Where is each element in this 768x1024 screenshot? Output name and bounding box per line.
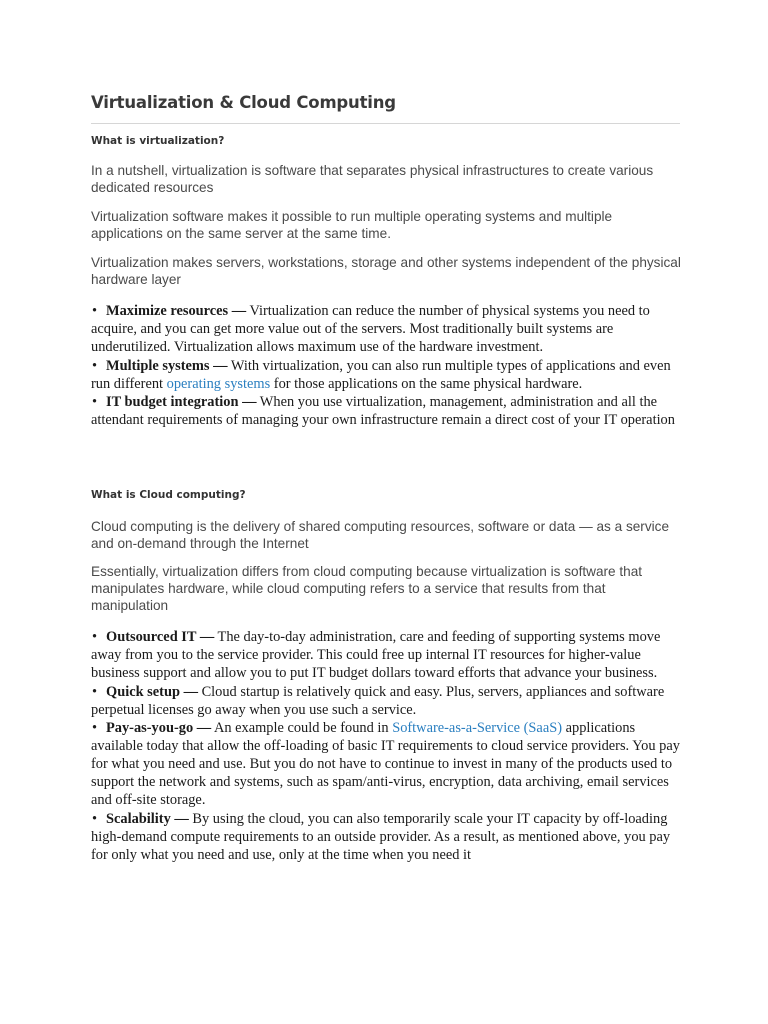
bullet-term: Scalability — xyxy=(106,810,189,827)
list-item xyxy=(91,357,681,393)
list-item xyxy=(91,683,681,719)
bullet-text: An example could be found in xyxy=(211,720,393,736)
bullet-term: IT budget integration — xyxy=(106,394,257,410)
bullet-icon: • xyxy=(92,810,98,827)
bullet-term: Outsourced IT — xyxy=(106,629,215,645)
bullet-text: With virtualization, you can also run multiple types of applications and even run different xyxy=(91,357,671,392)
bullet-icon: • xyxy=(92,720,98,736)
bullet-text: applications available today that allow the off-loading of basic IT requirements to cloud service providers. You pay for what you need and use. But you do not have to continue to invest in many of the products used to support the network and systems, such as spam/anti-virus, encryption, data archiving, email services and off-site storage. xyxy=(91,720,680,808)
bullet-text: Cloud startup is relatively quick and easy. Plus, servers, appliances and software perpetual licenses go away when you use such a service. xyxy=(91,683,665,718)
bullet-icon: • xyxy=(92,394,98,410)
title-divider xyxy=(91,123,680,124)
bullet-text: When you use virtualization, management, administration and all the attendant requirements of managing your own infrastructure remain a direct cost of your IT operation xyxy=(91,394,675,428)
bullet-term: Quick setup — xyxy=(106,683,198,700)
bullet-icon: • xyxy=(92,357,98,374)
virtualization-paragraph-2: Virtualization software makes it possible to run multiple operating systems and multiple applications on the same server at the same time. xyxy=(91,209,613,241)
virtualization-paragraph-1: In a nutshell, virtualization is software that separates physical infrastructures to create various dedicated resources xyxy=(91,163,654,195)
section-heading-cloud-computing: What is Cloud computing? xyxy=(91,489,246,501)
list-item xyxy=(91,628,681,682)
bullet-term: Multiple systems — xyxy=(106,357,228,374)
bullet-icon: • xyxy=(92,629,98,645)
cloud-paragraph-1: Cloud computing is the delivery of shared computing resources, software or data — as a service and on-demand through the Internet xyxy=(91,519,670,551)
list-item xyxy=(91,719,681,809)
virtualization-paragraph-3: Virtualization makes servers, workstations, storage and other systems independent of the physical hardware layer xyxy=(91,255,681,287)
operating-systems-link[interactable]: operating systems xyxy=(166,375,271,392)
list-item xyxy=(91,810,681,864)
list-item xyxy=(91,393,681,429)
saas-link[interactable]: Software-as-a-Service (SaaS) xyxy=(392,720,563,736)
bullet-icon: • xyxy=(92,683,98,700)
section-heading-virtualization: What is virtualization? xyxy=(91,135,225,147)
list-item xyxy=(91,302,681,356)
bullet-text: Virtualization can reduce the number of physical systems you need to acquire, and you can get more value out of the servers. Most traditionally built systems are underutilized. Virtualization allows maximum use of the hardware investment. xyxy=(91,303,650,355)
cloud-benefits-list xyxy=(91,628,681,864)
bullet-term: Maximize resources — xyxy=(106,303,247,319)
bullet-text: By using the cloud, you can also temporarily scale your IT capacity by off-loading high-demand compute requirements to an outside provider. As a result, as mentioned above, you pay for only what you need and use, only at the time when you need it xyxy=(91,810,671,863)
page-title: Virtualization & Cloud Computing xyxy=(91,93,396,112)
bullet-icon: • xyxy=(92,303,98,319)
bullet-text: for those applications on the same physical hardware. xyxy=(270,375,583,392)
cloud-paragraph-2: Essentially, virtualization differs from cloud computing because virtualization is software that manipulates hardware, while cloud computing refers to a service that results from that manipulation xyxy=(91,564,643,613)
bullet-term: Pay-as-you-go — xyxy=(106,720,212,736)
virtualization-benefits-list xyxy=(91,302,681,430)
bullet-text: The day-to-day administration, care and feeding of supporting systems move away from you to the service provider. This could free up internal IT resources for higher-value business support and allow you to put IT budget dollars toward efforts that advance your business. xyxy=(91,629,661,681)
